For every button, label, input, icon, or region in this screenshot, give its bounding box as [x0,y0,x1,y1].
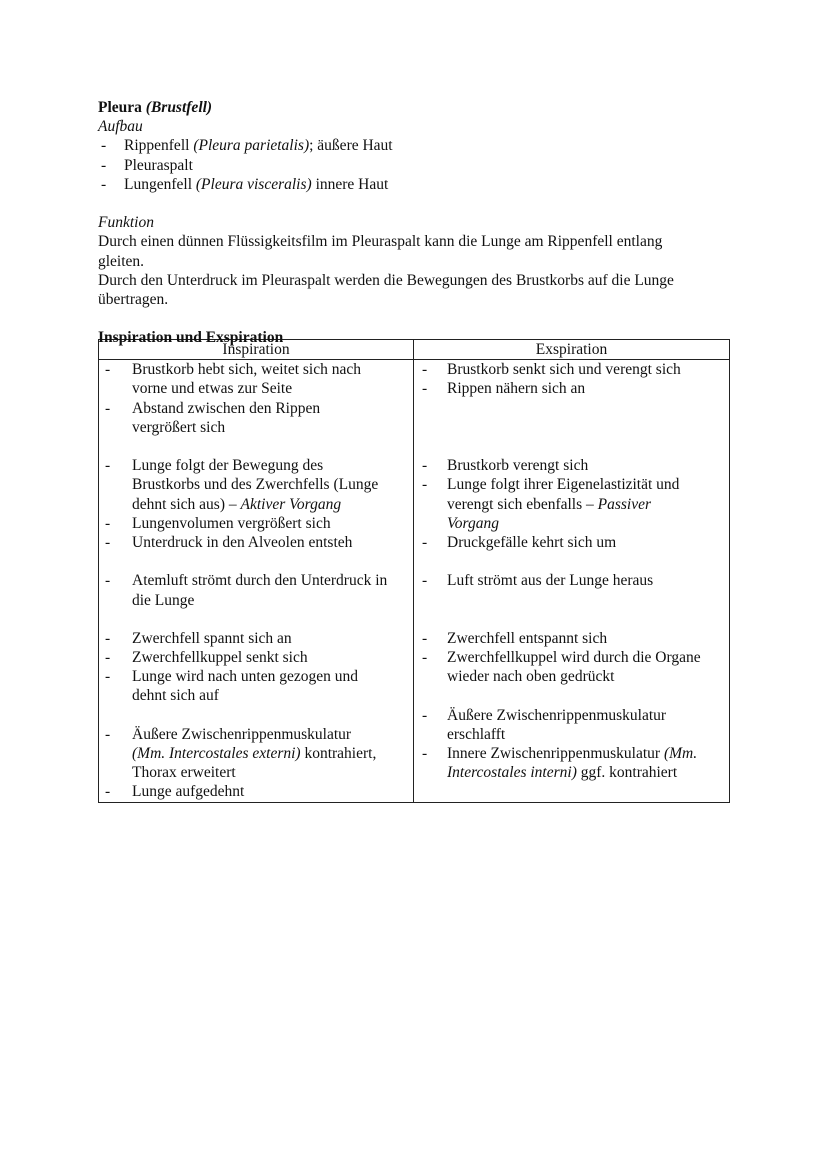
list-item [414,706,729,725]
italic-text: Aktiver Vorgang [240,495,342,513]
list-item [99,648,413,667]
dash-bullet: - [422,649,428,667]
list-item [99,686,413,705]
list-item [99,782,413,801]
dash-bullet: - [422,457,428,475]
dash-bullet: - [422,361,428,379]
item-text: die Lunge [132,591,195,609]
italic-text: (Mm. Intercostales externi) [132,745,301,762]
item-text: Pleuraspalt [124,156,193,174]
item-text: dehnt sich auf [132,687,219,705]
list-item [99,514,413,533]
document-page [98,98,730,803]
dash-bullet: - [101,137,107,155]
item-text: Brustkorbs und des Zwerchfells (Lunge [132,476,379,494]
italic-text: Vorgang [447,514,499,532]
item-text: Lungenvolumen vergrößert sich [132,514,331,532]
item-text: Lunge folgt der Bewegung des [132,457,324,475]
dash-bullet: - [105,457,111,475]
funktion-line: übertragen. [98,290,169,308]
italic-text: (Pleura visceralis) [195,175,312,193]
list-item [99,475,413,494]
dash-bullet: - [105,783,111,801]
item-text: Druckgefälle kehrt sich um [447,533,617,551]
italic-text: (Pleura parietalis) [193,137,310,155]
list-item [99,571,413,590]
list-item [99,744,413,763]
item-text: ggf. kontrahiert [576,764,678,782]
list-item [414,475,729,494]
funktion-line: gleiten. [98,252,145,270]
item-text: Abstand zwischen den Rippen [132,399,321,417]
dash-bullet: - [105,629,111,647]
item-text: Lungenfell [124,175,196,193]
item-text: verengt sich ebenfalls – [447,495,598,513]
item-text: Zwerchfellkuppel wird durch die Organe [447,649,701,667]
list-item [99,360,413,379]
item-text: Brustkorb senkt sich und verengt sich [447,361,681,379]
item-text: Zwerchfell entspannt sich [447,629,608,647]
item-text: Zwerchfellkuppel senkt sich [132,649,308,667]
list-item [414,629,729,648]
item-text: innere Haut [311,175,389,193]
item-text: dehnt sich aus) – [132,495,241,513]
header-exspiration: Exspiration [414,340,730,360]
dash-bullet: - [101,156,107,174]
item-text: vorne und etwas zur Seite [132,380,293,398]
list-item [99,591,413,610]
item-text: Lunge wird nach unten gezogen und [132,668,358,686]
item-text: Unterdruck in den Alveolen entsteh [132,533,353,551]
item-text: Brustkorb hebt sich, weitet sich nach [132,361,362,379]
dash-bullet: - [105,572,111,590]
dash-bullet: - [105,649,111,667]
exspiration-cell [414,360,730,802]
dash-bullet: - [105,725,111,743]
list-item [99,456,413,475]
list-item [414,514,729,533]
list-item [414,648,729,667]
list-item [99,495,413,514]
inspiration-cell [99,360,414,802]
dash-bullet: - [105,514,111,532]
funktion-line: Durch einen dünnen Flüssigkeitsfilm im Pleuraspalt kann die Lunge am Rippenfell entlang [98,233,663,251]
list-item [99,667,413,686]
item-text: Brustkorb verengt sich [447,457,589,475]
item-text: Thorax erweitert [132,764,236,782]
comparison-table [98,339,730,802]
item-text: kontrahiert, [300,745,377,762]
dash-bullet: - [105,533,111,551]
item-text: Atemluft strömt durch den Unterdruck in [132,572,388,590]
item-text: Äußere Zwischenrippenmuskulatur [447,706,667,724]
pleura-heading [98,98,730,117]
item-text: Lunge folgt ihrer Eigenelastizität und [447,476,680,494]
list-item [98,156,730,175]
funktion-label: Funktion [98,214,154,232]
italic-text: Intercostales interni) [447,764,577,782]
dash-bullet: - [422,380,428,398]
header-inspiration: Inspiration [99,340,414,360]
list-item [414,725,729,744]
dash-bullet: - [422,629,428,647]
item-text: erschlafft [447,725,506,743]
list-item [414,667,729,686]
italic-text: Passiver [597,495,652,513]
list-item [414,533,729,552]
table-heading: Inspiration und Exspiration [98,329,284,347]
item-text: Zwerchfell spannt sich an [132,629,292,647]
list-item [99,763,413,782]
list-item [414,456,729,475]
list-item [98,175,730,194]
item-text: Rippen nähern sich an [447,380,586,398]
item-text: Innere Zwischenrippenmuskulatur [447,745,664,762]
dash-bullet: - [105,361,111,379]
list-item [99,725,413,744]
list-item [99,629,413,648]
list-item [414,744,729,763]
dash-bullet: - [422,745,428,762]
dash-bullet: - [101,175,107,193]
dash-bullet: - [422,476,428,494]
list-item [99,399,413,418]
item-text: Äußere Zwischenrippenmuskulatur [132,725,352,743]
list-item [98,136,730,155]
item-text: Luft strömt aus der Lunge heraus [447,572,654,590]
italic-text: (Mm. [663,745,698,762]
funktion-line: Durch den Unterdruck im Pleuraspalt werden die Bewegungen des Brustkorbs auf die Lunge [98,271,674,289]
item-text: wieder nach oben gedrückt [447,668,615,686]
list-item [414,360,729,379]
list-item [99,379,413,398]
dash-bullet: - [105,668,111,686]
list-item [414,763,729,782]
item-text: ; äußere Haut [309,137,393,155]
list-item [99,533,413,552]
dash-bullet: - [422,706,428,724]
item-text: Rippenfell [124,137,194,155]
list-item [414,571,729,590]
dash-bullet: - [105,399,111,417]
list-item [414,379,729,398]
item-text: Lunge aufgedehnt [132,783,245,801]
heading-text: Pleura [98,99,142,116]
table-row [99,360,730,802]
dash-bullet: - [422,572,428,590]
aufbau-list [98,136,730,194]
dash-bullet: - [422,533,428,551]
item-text: vergrößert sich [132,418,226,436]
list-item [414,495,729,514]
heading-subtitle: (Brustfell) [145,99,213,116]
list-item [99,418,413,437]
aufbau-label: Aufbau [98,118,143,136]
